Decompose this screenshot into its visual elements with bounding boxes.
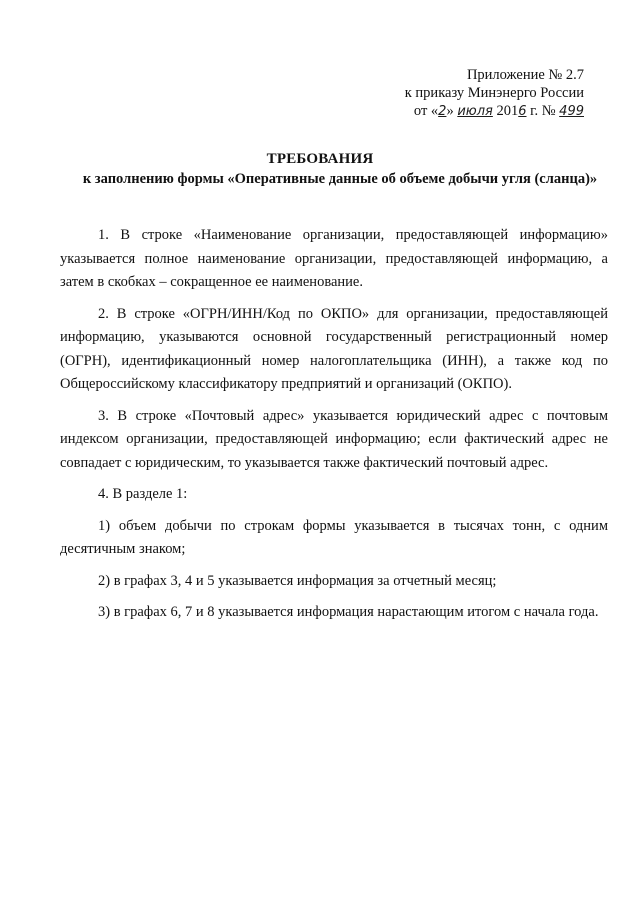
number-label: г. № (526, 103, 560, 119)
document-subtitle: к заполнению формы «Оперативные данные об объеме добычи угля (сланца)» (82, 171, 598, 187)
date-prefix: от « (413, 103, 439, 119)
handwritten-year-digit: 6 (518, 104, 527, 119)
handwritten-order-number: 499 (559, 104, 584, 119)
order-date-line (384, 102, 584, 121)
document-title: ТРЕБОВАНИЯ (266, 151, 374, 167)
paragraph-2: 2. В строке «ОГРН/ИНН/Код по ОКПО» для организации, предоставляющей информацию, указываются основной государственный регистрационный номер (ОГРН), идентификационный номер налогоплательщика (ИНН), а также код по Общероссийскому классификатору предприятий и организаций (ОКПО). (60, 305, 608, 392)
paragraph-1: 1. В строке «Наименование организации, предоставляющей информацию» указывается полное наименование организации, предоставляющей информацию, а затем в скобках – сокращенное ее наименование. (60, 227, 608, 290)
handwritten-day: 2 (438, 104, 447, 119)
document-body (60, 224, 608, 633)
handwritten-month: июля (457, 104, 493, 119)
subitem-1: 1) объем добычи по строкам формы указывается в тысячах тонн, с одним десятичным знаком; (60, 517, 608, 557)
subitem-3: 3) в графах 6, 7 и 8 указывается информация нарастающим итогом с начала года. (98, 604, 599, 620)
appendix-header (384, 66, 584, 121)
year-prefix: 201 (492, 103, 519, 119)
appendix-number: Приложение № 2.7 (466, 67, 584, 83)
paragraph-3: 3. В строке «Почтовый адрес» указывается юридический адрес с почтовым индексом организации, предоставляющей информацию; если фактический адрес не совпадает с юридическим, то указывается также фактический почтовый адрес. (60, 407, 608, 471)
date-separator: » (446, 103, 458, 119)
subitem-2: 2) в графах 3, 4 и 5 указывается информация за отчетный месяц; (98, 572, 497, 589)
paragraph-4: 4. В разделе 1: (98, 486, 188, 502)
order-reference: к приказу Минэнерго России (404, 85, 584, 101)
